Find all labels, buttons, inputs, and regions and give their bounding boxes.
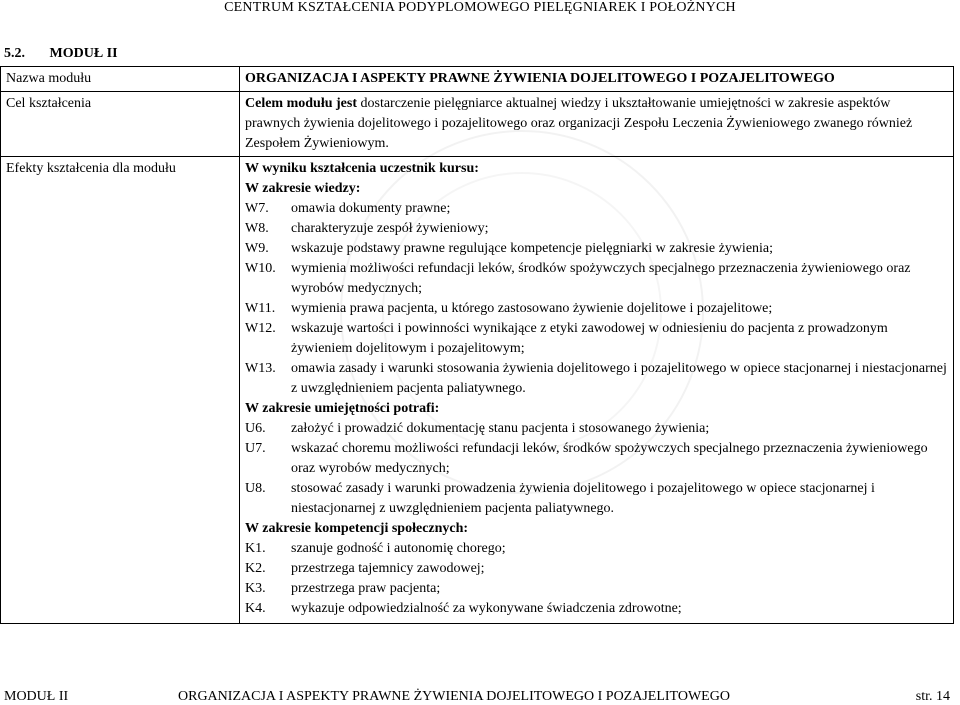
- outcome-item: [245, 359, 948, 399]
- competence-list: [245, 539, 948, 619]
- outcome-code: W13.: [245, 361, 276, 376]
- outcome-text: założyć i prowadzić dokumentację stanu pacjenta i stosowanego żywienia;: [291, 421, 710, 436]
- outcome-text: wykazuje odpowiedzialność za wykonywane świadczenia zdrowotne;: [291, 601, 682, 616]
- outcome-item: [245, 259, 948, 299]
- outcome-item: [245, 299, 948, 319]
- effects-value: [240, 157, 954, 624]
- goal-value-text: dostarczenie pielęgniarce aktualnej wiedzy i ukształtowanie umiejętności w zakresie aspektów prawnych żywienia dojelitowego i pozajelitowego oraz organizacji Zespołu Leczenia Żywieniowego zwanego również Zespołem Żywieniowym.: [245, 96, 913, 151]
- outcome-item: [245, 479, 948, 519]
- module-table: [0, 66, 954, 624]
- outcome-code: W8.: [245, 221, 269, 236]
- outcome-code: W9.: [245, 241, 269, 256]
- footer-module: MODUŁ II: [4, 689, 69, 704]
- goal-value-bold: Celem modułu jest: [245, 96, 357, 111]
- outcome-text: szanuje godność i autonomię chorego;: [291, 541, 506, 556]
- outcome-text: przestrzega tajemnicy zawodowej;: [291, 561, 485, 576]
- outcome-text: stosować zasady i warunki prowadzenia żywienia dojelitowego i pozajelitowego w opiece stacjonarnej i niestacjonarnej z uwzględnieniem pacjenta paliatywnego.: [291, 481, 875, 516]
- outcome-item: [245, 319, 948, 359]
- outcome-code: W10.: [245, 261, 276, 276]
- outcome-item: [245, 539, 948, 559]
- goal-value: [240, 92, 954, 157]
- outcome-text: wskazuje podstawy prawne regulujące kompetencje pielęgniarki w zakresie żywienia;: [291, 241, 774, 256]
- outcome-text: przestrzega praw pacjenta;: [291, 581, 441, 596]
- outcome-code: K1.: [245, 541, 266, 556]
- outcome-text: charakteryzuje zespół żywieniowy;: [291, 221, 489, 236]
- knowledge-heading: W zakresie wiedzy:: [245, 181, 361, 196]
- outcome-text: wskazuje wartości i powinności wynikające z etyki zawodowej w odniesieniu do pacjenta z prowadzonym żywieniem dojelitowym i pozajelitowym;: [291, 321, 888, 356]
- footer-title: ORGANIZACJA I ASPEKTY PRAWNE ŻYWIENIA DOJELITOWEGO I POZAJELITOWEGO: [178, 689, 730, 704]
- outcome-code: K2.: [245, 561, 266, 576]
- knowledge-list: [245, 199, 948, 399]
- outcome-item: [245, 219, 948, 239]
- skills-heading: W zakresie umiejętności potrafi:: [245, 401, 440, 416]
- effects-row: [1, 157, 954, 624]
- outcome-code: U7.: [245, 441, 266, 456]
- outcome-code: W7.: [245, 201, 269, 216]
- outcome-item: [245, 439, 948, 479]
- outcome-code: U8.: [245, 481, 266, 496]
- outcome-text: wskazać choremu możliwości refundacji leków, środków spożywczych specjalnego przeznaczenia żywieniowego oraz wyrobów medycznych;: [291, 441, 928, 476]
- page-header: CENTRUM KSZTAŁCENIA PODYPLOMOWEGO PIELĘGNIAREK I POŁOŻNYCH: [224, 0, 736, 15]
- outcome-item: [245, 559, 948, 579]
- outcome-text: wymienia prawa pacjenta, u którego zastosowano żywienie dojelitowe i pozajelitowe;: [291, 301, 773, 316]
- goal-row: [1, 92, 954, 157]
- outcome-item: [245, 199, 948, 219]
- name-value: ORGANIZACJA I ASPEKTY PRAWNE ŻYWIENIA DOJELITOWEGO I POZAJELITOWEGO: [240, 67, 954, 92]
- name-label: Nazwa modułu: [1, 67, 240, 92]
- section-number: 5.2.: [4, 46, 25, 61]
- outcome-code: W12.: [245, 321, 276, 336]
- skills-list: [245, 419, 948, 519]
- outcome-text: omawia dokumenty prawne;: [291, 201, 451, 216]
- outcome-text: omawia zasady i warunki stosowania żywienia dojelitowego i pozajelitowego w opiece stacjonarnej i niestacjonarnej z uwzględnieniem pacjenta paliatywnego.: [291, 361, 947, 396]
- outcome-text: wymienia możliwości refundacji leków, środków spożywczych specjalnego przeznaczenia żywieniowego oraz wyrobów medycznych;: [291, 261, 911, 296]
- section-title: MODUŁ II: [49, 46, 118, 61]
- outcome-item: [245, 419, 948, 439]
- outcome-item: [245, 239, 948, 259]
- outcome-code: W11.: [245, 301, 276, 316]
- outcome-item: [245, 579, 948, 599]
- outcome-code: K4.: [245, 601, 266, 616]
- name-row: [1, 67, 954, 92]
- goal-label: Cel kształcenia: [1, 92, 240, 157]
- footer-page-number: str. 14: [915, 689, 950, 704]
- outcome-code: K3.: [245, 581, 266, 596]
- page-footer: [0, 689, 960, 705]
- effects-intro: W wyniku kształcenia uczestnik kursu:: [245, 161, 479, 176]
- effects-label: Efekty kształcenia dla modułu: [1, 157, 240, 624]
- outcome-item: [245, 599, 948, 619]
- outcome-code: U6.: [245, 421, 266, 436]
- competence-heading: W zakresie kompetencji społecznych:: [245, 521, 469, 536]
- section-heading: [4, 46, 118, 62]
